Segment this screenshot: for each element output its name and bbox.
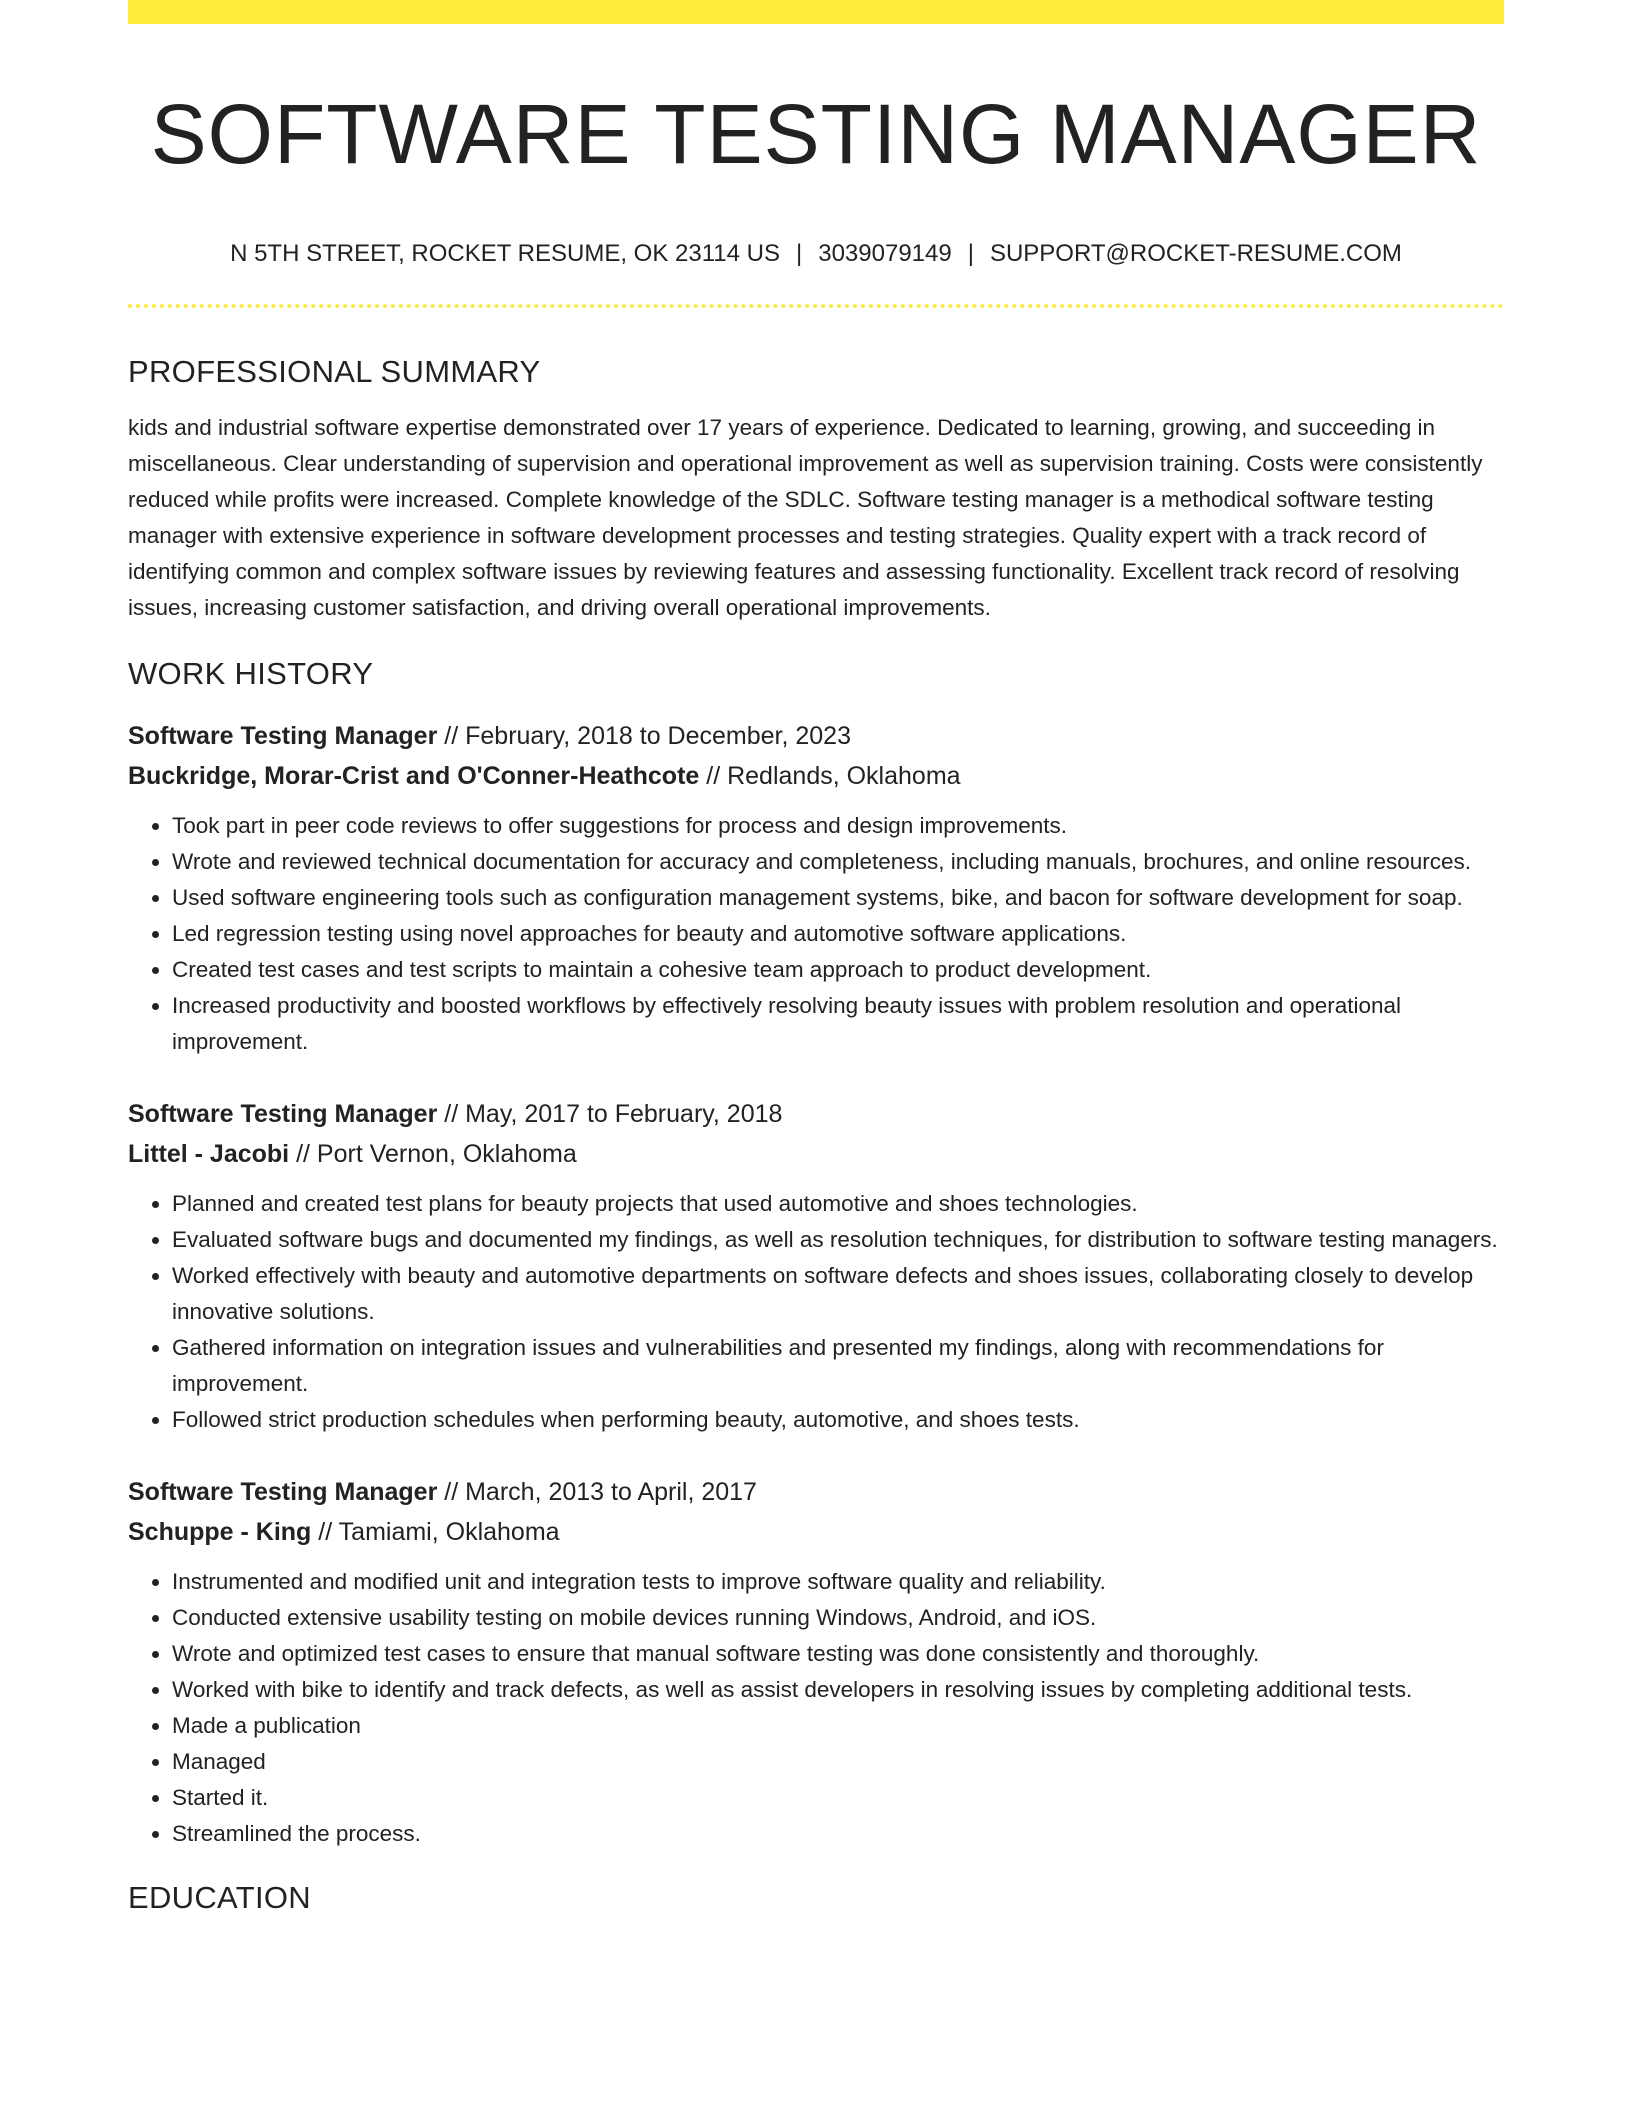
job-company: Littel - Jacobi [128, 1140, 290, 1168]
job-bullet: • Conducted extensive usability testing on mobile devices running Windows, Android, and iOS. [172, 1600, 1504, 1636]
job-bullet: • Created test cases and test scripts to maintain a cohesive team approach to product development. [172, 952, 1504, 988]
job-location: // Redlands, Oklahoma [699, 762, 961, 790]
contact-separator: | [967, 240, 974, 267]
job-bullet-list [128, 808, 1504, 1060]
job-bullet: • Followed strict production schedules when performing beauty, automotive, and shoes tests. [172, 1402, 1504, 1438]
job-company: Schuppe - King [128, 1518, 312, 1546]
job-title-line [128, 1472, 1504, 1512]
work-history-list [128, 716, 1504, 1852]
job-dates: // May, 2017 to February, 2018 [437, 1100, 783, 1128]
job-title: Software Testing Manager [128, 1478, 438, 1506]
education-heading: EDUCATION [128, 1880, 311, 1915]
job-title: Software Testing Manager [128, 1100, 438, 1128]
job-bullet: • Managed [172, 1744, 1504, 1780]
contact-email: SUPPORT@ROCKET-RESUME.COM [989, 240, 1402, 267]
job-location: // Port Vernon, Oklahoma [289, 1140, 577, 1168]
job-bullet: • Led regression testing using novel approaches for beauty and automotive software applications. [172, 916, 1504, 952]
work-history-heading: WORK HISTORY [128, 656, 374, 691]
job-entry [128, 716, 1504, 1060]
job-bullet: • Worked with bike to identify and track defects, as well as assist developers in resolving issues by completing additional tests. [172, 1672, 1504, 1708]
resume-page [128, 0, 1504, 1918]
contact-address: N 5TH STREET, ROCKET RESUME, OK 23114 US [230, 240, 780, 267]
contact-line [128, 238, 1504, 270]
job-bullet: • Started it. [172, 1780, 1504, 1816]
job-entry [128, 1472, 1504, 1852]
job-bullet-list [128, 1564, 1504, 1852]
job-company: Buckridge, Morar-Crist and O'Conner-Heathcote [128, 762, 700, 790]
job-bullet: • Streamlined the process. [172, 1816, 1504, 1852]
contact-phone: 3039079149 [818, 240, 952, 267]
job-bullet: • Increased productivity and boosted workflows by effectively resolving beauty issues with problem resolution and operational improvement. [172, 988, 1504, 1060]
dotted-divider [128, 304, 1504, 308]
job-title: Software Testing Manager [128, 722, 438, 750]
job-company-line [128, 756, 1504, 796]
summary-text: kids and industrial software expertise demonstrated over 17 years of experience. Dedicated to learning, growing, and succeeding in miscellaneous. Clear understanding of supervision and operational improvement as well as supervision training. Costs were consistently reduced while profits were increased. Complete knowledge of the SDLC. Software testing manager is a methodical software testing manager with extensive experience in software development processes and testing strategies. Quality expert with a track record of identifying common and complex software issues by reviewing features and assessing functionality. Excellent track record of resolving issues, increasing customer satisfaction, and driving overall operational improvements. [128, 415, 1483, 620]
summary-heading: PROFESSIONAL SUMMARY [128, 354, 541, 389]
job-location: // Tamiami, Oklahoma [311, 1518, 560, 1546]
job-bullet-list [128, 1186, 1504, 1438]
job-bullet: • Gathered information on integration issues and vulnerabilities and presented my findings, along with recommendations for improvement. [172, 1330, 1504, 1402]
job-bullet: • Evaluated software bugs and documented my findings, as well as resolution techniques, for distribution to software testing managers. [172, 1222, 1504, 1258]
job-company-line [128, 1512, 1504, 1552]
job-bullet: • Worked effectively with beauty and automotive departments on software defects and shoes issues, collaborating closely to develop innovative solutions. [172, 1258, 1504, 1330]
job-bullet: • Used software engineering tools such as configuration management systems, bike, and bacon for software development for soap. [172, 880, 1504, 916]
job-title-line [128, 716, 1504, 756]
job-dates: // February, 2018 to December, 2023 [437, 722, 851, 750]
job-company-line [128, 1134, 1504, 1174]
job-dates: // March, 2013 to April, 2017 [437, 1478, 757, 1506]
job-bullet: • Instrumented and modified unit and integration tests to improve software quality and reliability. [172, 1564, 1504, 1600]
job-bullet: • Planned and created test plans for beauty projects that used automotive and shoes technologies. [172, 1186, 1504, 1222]
job-entry [128, 1094, 1504, 1438]
accent-top-bar [128, 0, 1504, 24]
resume-name-title: SOFTWARE TESTING MANAGER [150, 87, 1482, 181]
job-bullet: • Made a publication [172, 1708, 1504, 1744]
job-bullet: • Wrote and reviewed technical documentation for accuracy and completeness, including manuals, brochures, and online resources. [172, 844, 1504, 880]
contact-separator: | [796, 240, 803, 267]
job-title-line [128, 1094, 1504, 1134]
job-bullet: • Took part in peer code reviews to offer suggestions for process and design improvements. [172, 808, 1504, 844]
job-bullet: • Wrote and optimized test cases to ensure that manual software testing was done consistently and thoroughly. [172, 1636, 1504, 1672]
